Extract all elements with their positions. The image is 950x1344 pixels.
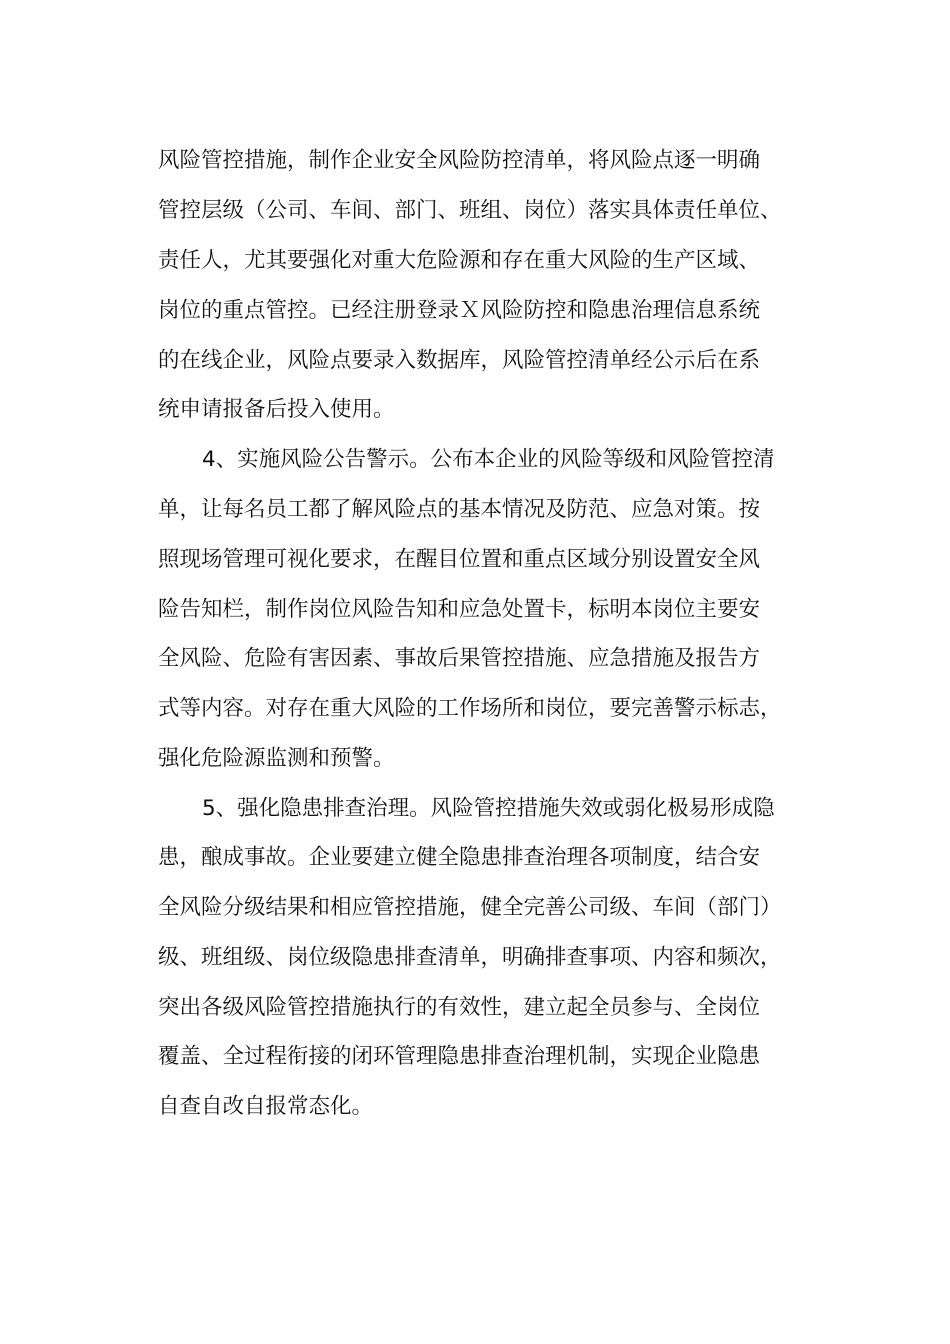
text-line: 级、班组级、岗位级隐患排查清单，明确排查事项、内容和频次， — [158, 945, 782, 970]
text-line: 单，让每名员工都了解风险点的基本情况及防范、应急对策。按 — [158, 497, 761, 522]
text-line: 照现场管理可视化要求，在醒目位置和重点区域分别设置安全风 — [158, 547, 761, 572]
text-line: 岗位的重点管控。已经注册登录Ｘ风险防控和隐患治理信息系统 — [158, 298, 761, 323]
text-line: 自查自改自报常态化。 — [158, 1094, 374, 1119]
text-line: 统申请报备后投入使用。 — [158, 397, 395, 422]
text-line: 患，酿成事故。企业要建立健全隐患排查治理各项制度，结合安 — [158, 845, 761, 870]
text-line: 管控层级（公司、车间、部门、班组、岗位）落实具体责任单位、 — [158, 198, 782, 223]
text-line: 4、实施风险公告警示。公布本企业的风险等级和风险管控清 — [202, 447, 775, 472]
text-line: 险告知栏，制作岗位风险告知和应急处置卡，标明本岗位主要安 — [158, 597, 761, 622]
text-line: 式等内容。对存在重大风险的工作场所和岗位，要完善警示标志， — [158, 696, 782, 721]
text-line: 5、强化隐患排查治理。风险管控措施失效或弱化极易形成隐 — [202, 796, 775, 821]
text-line: 的在线企业，风险点要录入数据库，风险管控清单经公示后在系 — [158, 348, 761, 373]
text-line: 强化危险源监测和预警。 — [158, 746, 395, 771]
text-line: 全风险、危险有害因素、事故后果管控措施、应急措施及报告方 — [158, 646, 761, 671]
text-line: 突出各级风险管控措施执行的有效性，建立起全员参与、全岗位 — [158, 995, 761, 1020]
text-line: 责任人，尤其要强化对重大危险源和存在重大风险的生产区域、 — [158, 248, 761, 273]
text-line: 全风险分级结果和相应管控措施，健全完善公司级、车间（部门） — [158, 895, 782, 920]
text-line: 覆盖、全过程衔接的闭环管理隐患排查治理机制，实现企业隐患 — [158, 1044, 761, 1069]
text-line: 风险管控措施，制作企业安全风险防控清单，将风险点逐一明确 — [158, 148, 761, 173]
